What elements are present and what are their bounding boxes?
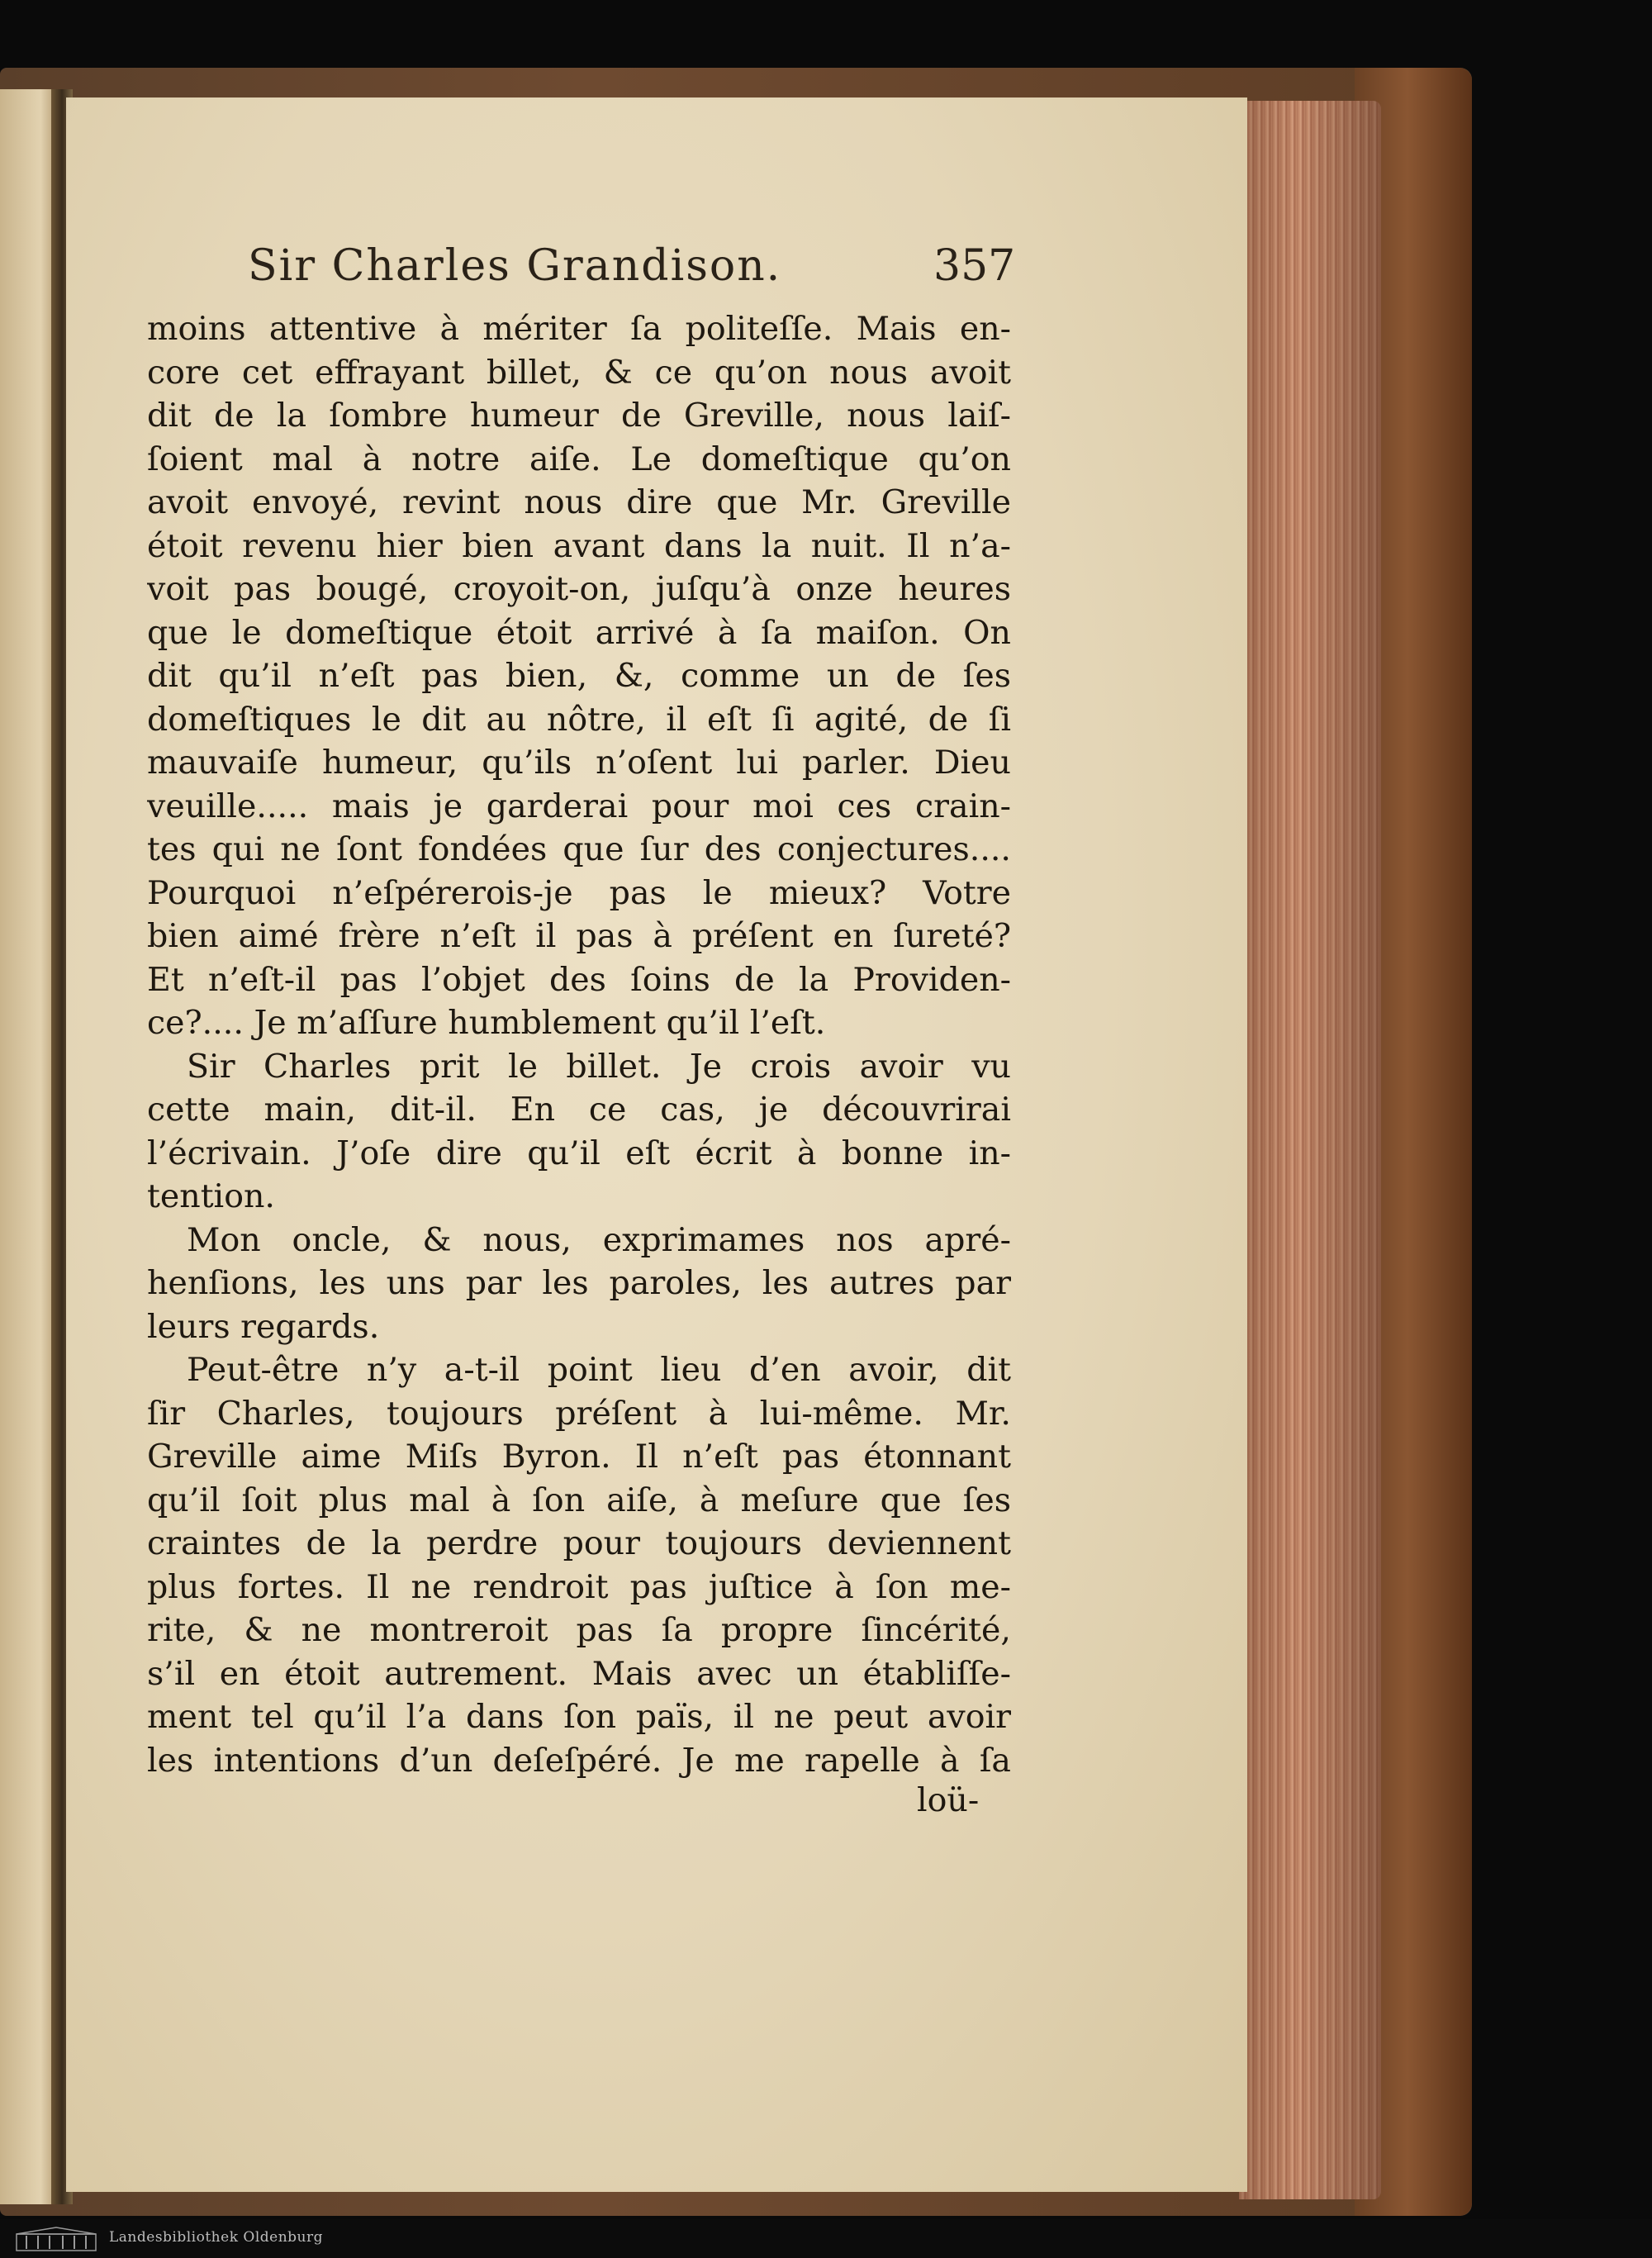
text-line: Mon oncle, & nous, exprimames nos apré- xyxy=(187,1220,1011,1259)
text-line: cette main, dit-il. En ce cas, je découvrirai xyxy=(147,1091,1011,1129)
text-line: ment tel qu’il l’a dans ſon païs, il ne peut avoir xyxy=(147,1698,1011,1736)
text-line: ſir Charles, toujours préſent à lui-même. Mr. xyxy=(147,1394,1011,1433)
text-line: dit de la ſombre humeur de Greville, nous laiſ- xyxy=(147,397,1011,435)
text-line: moins attentive à mériter ſa politeſſe. Mais en- xyxy=(147,310,1011,348)
text-line: bien aimé frère n’eſt il pas à préſent en ſureté? xyxy=(147,917,1011,955)
text-line: mauvaiſe humeur, qu’ils n’oſent lui parler. Dieu xyxy=(147,744,1011,782)
text-line: avoit envoyé, revint nous dire que Mr. Greville xyxy=(147,483,1011,521)
text-line: voit pas bougé, croyoit-on, juſqu’à onze heures xyxy=(147,570,1011,608)
text-line: tention. xyxy=(147,1177,275,1215)
text-line: domeſtiques le dit au nôtre, il eſt ſi agité, de ſi xyxy=(147,700,1011,739)
text-line: Greville aime Miſs Byron. Il n’eſt pas étonnant xyxy=(147,1438,1011,1476)
library-building-icon xyxy=(15,2226,97,2252)
text-line: rite, & ne montreroit pas ſa propre ſincérité, xyxy=(147,1611,1011,1649)
text-line: ſoient mal à notre aiſe. Le domeſtique qu’on xyxy=(147,440,1011,478)
text-line: l’écrivain. J’oſe dire qu’il eſt écrit à bonne in- xyxy=(147,1134,1011,1172)
running-head: Sir Charles Grandison. xyxy=(248,241,782,291)
text-line: Peut-être n’y a-t-il point lieu d’en avoir, dit xyxy=(187,1351,1011,1389)
catchword: loü- xyxy=(917,1781,980,1819)
library-name: Landesbibliothek Oldenburg xyxy=(109,2229,324,2246)
body-text xyxy=(147,307,1011,1782)
text-line: que le domeſtique étoit arrivé à ſa maiſon. On xyxy=(147,613,1011,652)
text-line: henſions, les uns par les paroles, les autres par xyxy=(147,1264,1011,1302)
text-line: core cet effrayant billet, & ce qu’on nous avoit xyxy=(147,353,1011,392)
text-line: Sir Charles prit le billet. Je crois avoir vu xyxy=(187,1047,1011,1086)
text-line: qu’il ſoit plus mal à ſon aiſe, à meſure que ſes xyxy=(147,1481,1011,1519)
text-line: s’il en étoit autrement. Mais avec un établiſſe- xyxy=(147,1654,1011,1693)
text-line: dit qu’il n’eſt pas bien, &, comme un de ſes xyxy=(147,657,1011,695)
page-number: 357 xyxy=(933,241,1016,291)
text-line: Et n’eſt-il pas l’objet des ſoins de la Providen- xyxy=(147,960,1011,999)
text-line: Pourquoi n’eſpérerois-je pas le mieux? Votre xyxy=(147,873,1011,912)
text-line: craintes de la perdre pour toujours deviennent xyxy=(147,1524,1011,1562)
text-line: tes qui ne ſont fondées que ſur des conjectures.... xyxy=(147,830,1011,868)
text-line: leurs regards. xyxy=(147,1307,380,1346)
page-fore-edge-shade xyxy=(1239,101,1381,2199)
text-line: plus fortes. Il ne rendroit pas juſtice à ſon me- xyxy=(147,1567,1011,1606)
text-line: veuille..... mais je garderai pour moi ces crain- xyxy=(147,787,1011,825)
text-line: les intentions d’un deſeſpéré. Je me rapelle à ſa xyxy=(147,1741,1011,1780)
text-line: ce?.... Je m’aſſure humblement qu’il l’eſt. xyxy=(147,1004,826,1042)
text-line: étoit revenu hier bien avant dans la nuit. Il n’a- xyxy=(147,526,1011,565)
facing-page xyxy=(0,89,58,2204)
